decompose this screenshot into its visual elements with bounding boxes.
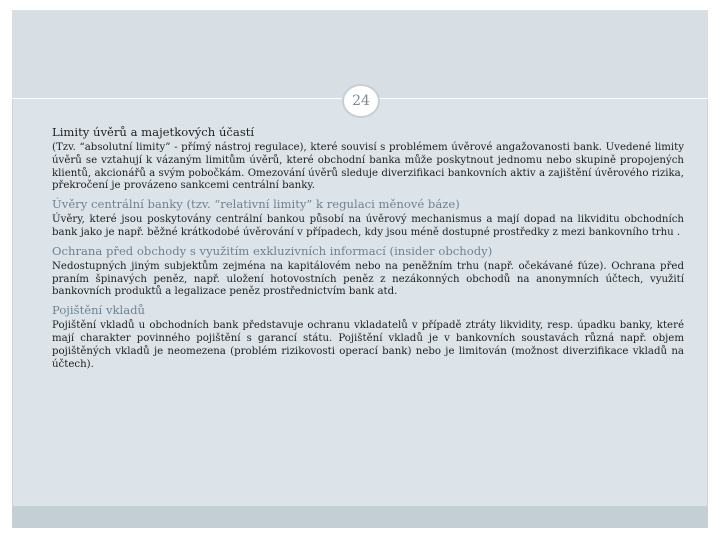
section-heading-pojisteni: Pojištění vkladů bbox=[52, 303, 146, 318]
section-text-limity: (Tzv. “absolutní limity” - přímý nástroj regulace), které souvisí s problémem úvěrové angažovanosti bank. Uvedené limity úvěrů se vztahují k vázaným limitům úvěrů, které obchodní banka může poskytnout jednomu nebo skupině propojených klientů, akcionářů a svým pobočkám. Omezování úvěrů sleduje diverzifikaci bankovních aktiv a zajištění úvěrového rizika, překročení je provázeno sankcemi centrální banky. bbox=[52, 142, 684, 192]
section-heading-uvery-cb: Úvěry centrální banky (tzv. “relativní limity” k regulaci měnové báze) bbox=[52, 197, 460, 212]
content-area bbox=[52, 124, 684, 374]
section-text-insider: Nedostupných jiným subjektům zejména na kapitálovém nebo na peněžním trhu (např. očekávané fúze). Ochrana před praním špinavých peněz, např. uložení hotovostních peněz z nezákonných obchodů na anonymních účtech, využití bankovních produktů a legalizace peněz prostřednictvím bank atd. bbox=[52, 260, 684, 298]
section-heading-insider: Ochrana před obchody s využitím exkluzivních informací (insider obchody) bbox=[52, 243, 493, 258]
section-text-pojisteni: Pojištění vkladů u obchodních bank představuje ochranu vkladatelů v případě ztráty likvidity, resp. úpadku banky, které mají charakter povinného pojištění s garancí státu. Pojištění vkladů je v bankovních soustavách různá např. objem pojištěných vkladů je neomezena (problém rizikovosti operací bank) nebo je limitován (možnost diverzifikace vkladů na účtech). bbox=[52, 320, 684, 370]
section-heading-limity: Limity úvěrů a majetkových účastí bbox=[52, 125, 255, 139]
page-number-badge: 24 bbox=[342, 84, 380, 118]
bottom-bar bbox=[12, 506, 708, 528]
section-text-uvery-cb: Úvěry, které jsou poskytovány centrální bankou působí na úvěrový mechanismus a mají dopad na likviditu obchodních bank jako je např. běžné krátkodobé úvěrování v případech, kdy jsou méně dostupné prostředky z mezi bankovního trhu . bbox=[52, 214, 684, 238]
